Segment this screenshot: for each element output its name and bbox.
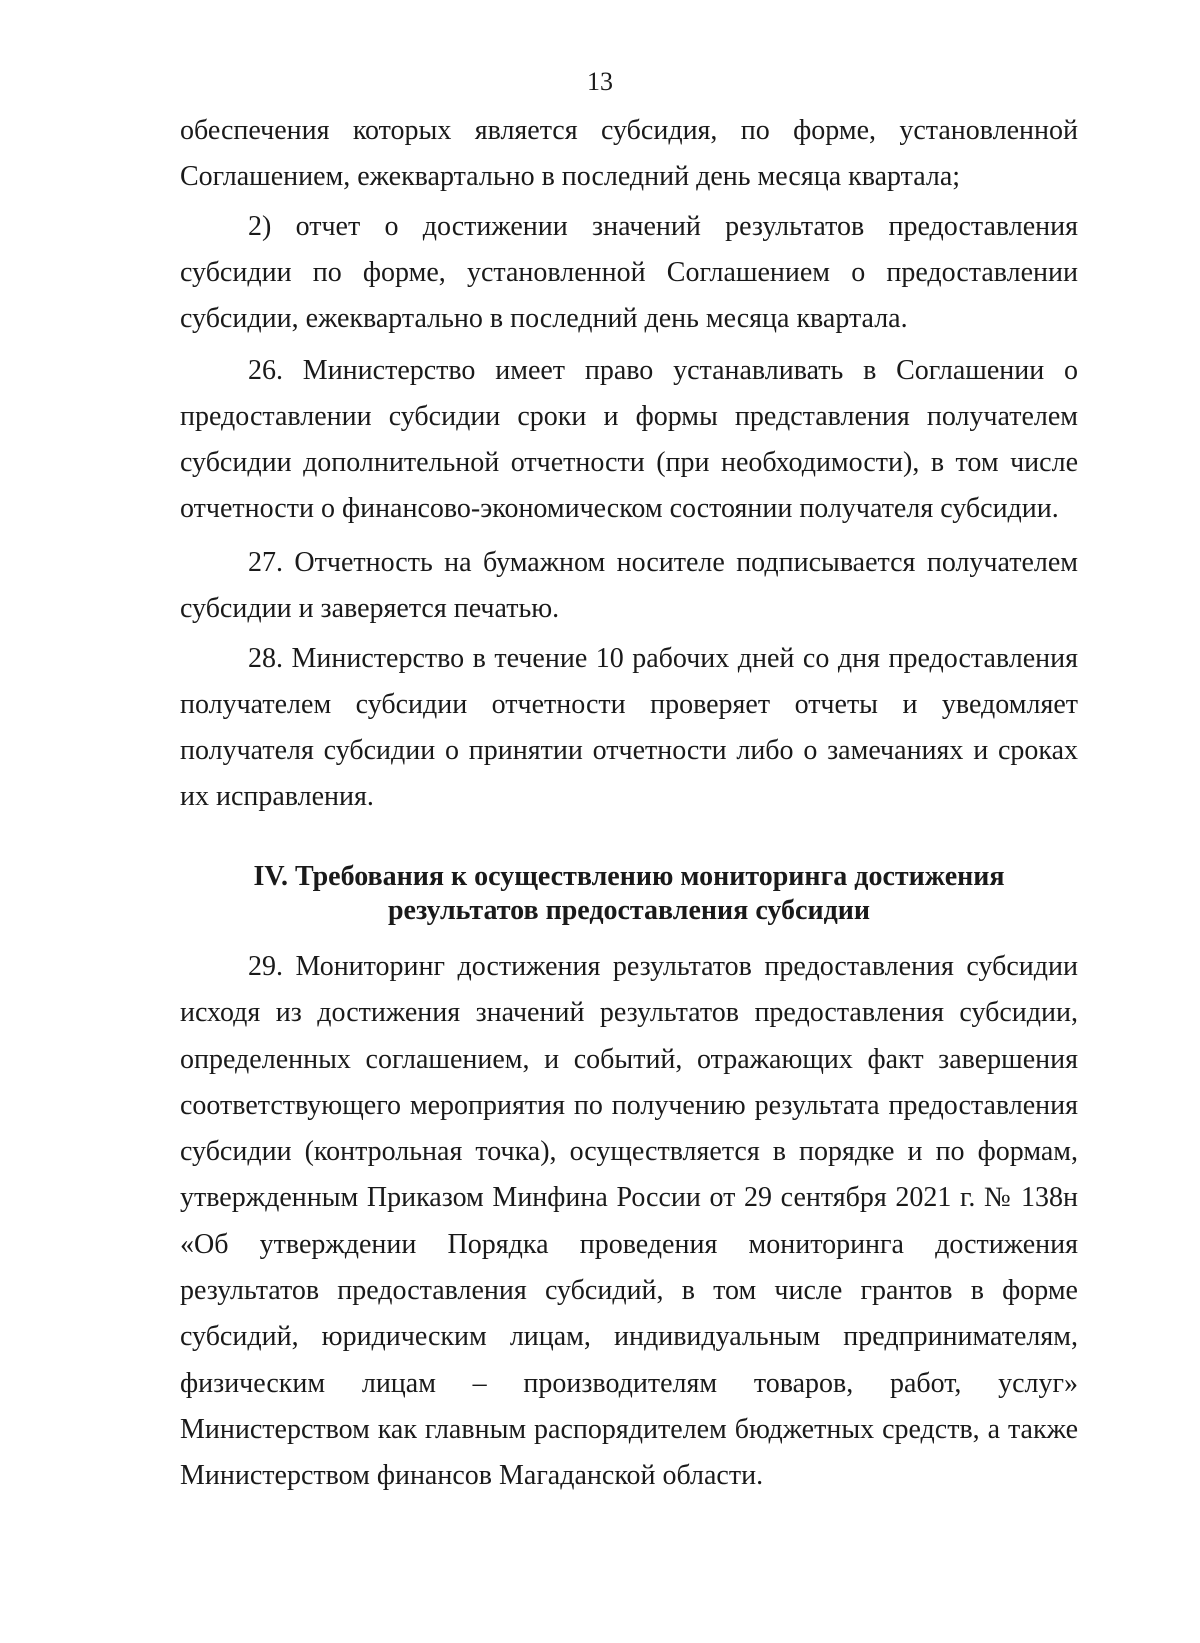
paragraph-29 [180, 944, 1078, 1500]
section-heading-line-1: IV. Требования к осуществлению мониторинга достижения [253, 861, 1005, 892]
paragraph-text: обеспечения которых является субсидия, по форме, установленной Соглашением, ежеквартально в последний день месяца квартала; [180, 115, 1078, 192]
paragraph-text: 27. Отчетность на бумажном носителе подписывается получателем субсидии и заверяется печатью. [180, 547, 1078, 624]
section-heading-line-2: результатов предоставления субсидии [387, 895, 871, 926]
paragraph-item-2 [180, 204, 1078, 342]
paragraph-text: 26. Министерство имеет право устанавливать в Соглашении о предоставлении субсидии сроки и формы представления получателем субсидии дополнительной отчетности (при необходимости), в том числе отчетности о финансово-экономическом состоянии получателя субсидии. [180, 355, 1078, 524]
paragraph-text: 28. Министерство в течение 10 рабочих дней со дня предоставления получателем субсидии отчетности проверяет отчеты и уведомляет получателя субсидии о принятии отчетности либо о замечаниях и сроках их исправления. [180, 643, 1078, 812]
section-heading [180, 860, 1078, 928]
paragraph-26 [180, 348, 1078, 532]
paragraph-28 [180, 636, 1078, 820]
paragraph-text: 29. Мониторинг достижения результатов предоставления субсидии исходя из достижения значений результатов предоставления субсидии, определенных соглашением, и событий, отражающих факт завершения соответствующего мероприятия по получению результата предоставления субсидии (контрольная точка), осуществляется в порядке и по формам, утвержденным Приказом Минфина России от 29 сентября 2021 г. № 138н «Об утверждении Порядка проведения мониторинга достижения результатов предоставления субсидий, в том числе грантов в форме субсидий, юридическим лицам, индивидуальным предпринимателям, физическим лицам – производителям товаров, работ, услуг» Министерством как главным распорядителем бюджетных средств, а также Министерством финансов Магаданской области. [180, 951, 1078, 1492]
paragraph-continuation [180, 108, 1078, 200]
page-number: 13 [587, 67, 613, 96]
paragraph-text: 2) отчет о достижении значений результатов предоставления субсидии по форме, установленной Соглашением о предоставлении субсидии, ежеквартально в последний день месяца квартала. [180, 211, 1078, 334]
paragraph-27 [180, 540, 1078, 632]
